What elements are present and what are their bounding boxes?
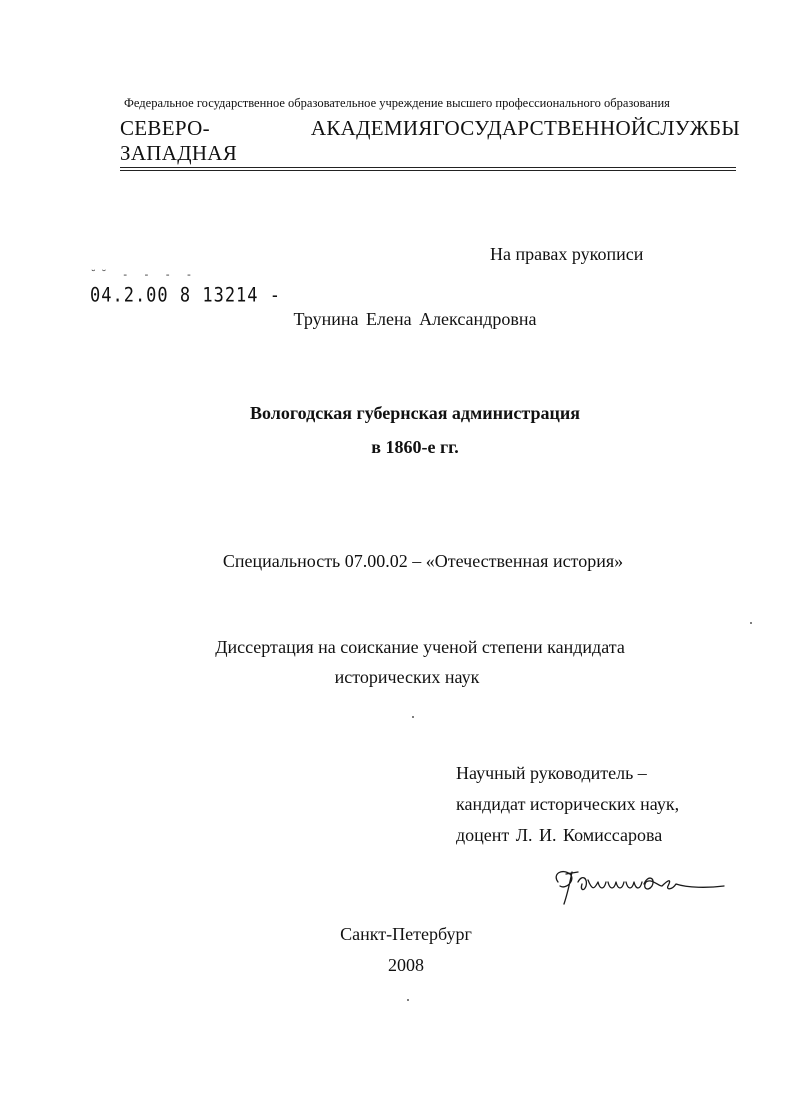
- supervisor-degree: кандидат исторических наук,: [456, 794, 680, 814]
- institution-line: Федеральное государственное образовательное учреждение высшего профессионального образования: [124, 96, 670, 110]
- stamp-marks: ˘˘ - - - -: [90, 268, 197, 281]
- dissertation-title-line2: в 1860-е гг.: [371, 437, 459, 457]
- supervisor-label: Научный руководитель –: [456, 763, 647, 783]
- handwritten-signature: [548, 860, 728, 910]
- supervisor-name: доцент Л. И. Комиссарова: [456, 825, 663, 845]
- academy-word: СЕВЕРО-ЗАПАДНАЯ: [120, 116, 238, 165]
- scan-speck: [407, 999, 409, 1001]
- author-name: Трунина Елена Александровна: [293, 309, 537, 329]
- header-rule-top: [120, 167, 736, 168]
- dissertation-type-line2: исторических наук: [334, 667, 480, 687]
- academy-word: АКАДЕМИЯ: [310, 116, 433, 140]
- dissertation-type-line1: Диссертация на соискание ученой степени кандидата: [215, 637, 625, 657]
- academy-word: ГОСУДАРСТВЕННОЙ: [432, 116, 647, 140]
- scan-speck: [750, 622, 752, 624]
- header-rule-bottom: [120, 170, 736, 171]
- academy-word: СЛУЖБЫ: [646, 116, 740, 140]
- rights-notice: На правах рукописи: [490, 244, 644, 264]
- academy-name: [120, 116, 740, 166]
- city: Санкт-Петербург: [340, 924, 472, 944]
- specialty-line: Специальность 07.00.02 – «Отечественная история»: [222, 551, 624, 571]
- dissertation-title-line1: Вологодская губернская администрация: [250, 403, 580, 423]
- year: 2008: [388, 955, 424, 975]
- library-stamp-number: 04.2.00 8 13214 -: [90, 284, 281, 307]
- scan-speck: [412, 716, 414, 718]
